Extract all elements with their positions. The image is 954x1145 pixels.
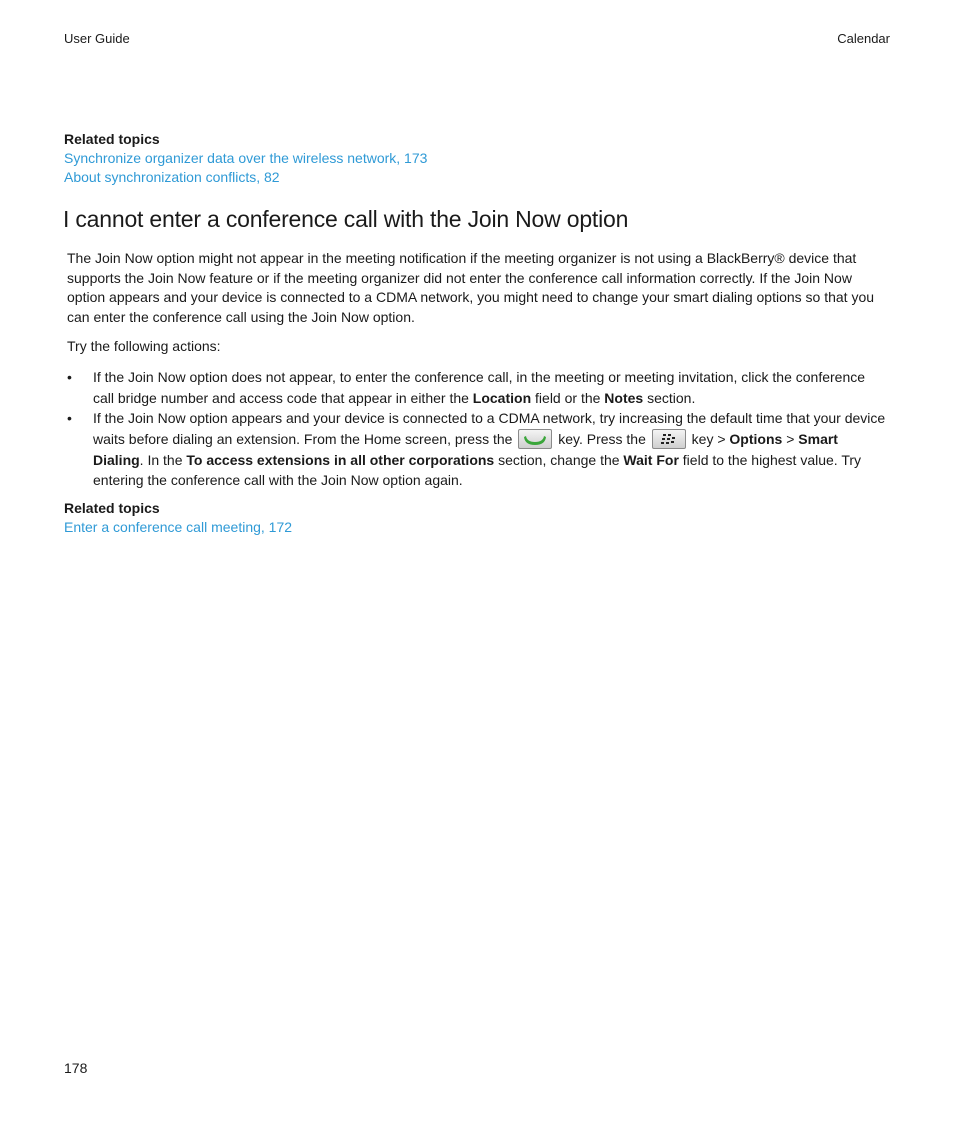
- bold-term-smart-dialing: Smart Dialing: [93, 430, 838, 468]
- related-topics-heading: Related topics: [64, 131, 160, 147]
- bullet-text: key >: [687, 430, 730, 447]
- bullet-marker: •: [67, 369, 72, 385]
- bullet-text: If the Join Now option appears and your device is connected to a CDMA network, try increasing the default time that your device waits before dialing an extension. From the Home screen, press the: [93, 410, 886, 447]
- bold-term-notes: Notes: [604, 389, 644, 406]
- actions-list: [67, 367, 889, 491]
- section-title: I cannot enter a conference call with the Join Now option: [63, 206, 629, 232]
- related-link-sync-conflicts[interactable]: About synchronization conflicts, 82: [64, 169, 280, 185]
- try-actions-label: Try the following actions:: [67, 338, 221, 354]
- bullet-marker: •: [67, 410, 72, 426]
- page-number: 178: [64, 1060, 88, 1076]
- bullet-text: >: [782, 430, 799, 447]
- related-topics-top: [64, 130, 427, 187]
- bullet-text: field to the highest value. Try entering the conference call with the Join Now option again.: [93, 451, 862, 489]
- header-guide-title: User Guide: [64, 31, 130, 46]
- bullet-text: . In the: [139, 451, 187, 468]
- bullet-text: If the Join Now option does not appear, to enter the conference call, in the meeting or meeting invitation, click the conference call bridge number and access code that appear in either the: [93, 369, 866, 406]
- related-link-enter-conference-call[interactable]: Enter a conference call meeting, 172: [64, 519, 293, 535]
- header-chapter-title: Calendar: [837, 31, 890, 46]
- list-item: [67, 367, 889, 408]
- bullet-text: section, change the: [494, 451, 624, 468]
- bullet-text: key. Press the: [554, 430, 650, 447]
- bold-term-extensions-section: To access extensions in all other corporations: [186, 451, 495, 468]
- related-topics-heading: Related topics: [64, 500, 160, 516]
- related-link-synchronize-organizer[interactable]: Synchronize organizer data over the wireless network, 173: [64, 150, 428, 166]
- bold-term-options: Options: [729, 430, 783, 447]
- related-topics-bottom: [64, 499, 292, 537]
- bold-term-wait-for: Wait For: [623, 451, 679, 468]
- bullet-text: section.: [643, 389, 696, 406]
- menu-key-icon: [652, 429, 686, 449]
- list-item: [67, 408, 889, 491]
- intro-paragraph: The Join Now option might not appear in the meeting notification if the meeting organizer is not using a BlackBerry® device that supports the Join Now feature or if the meeting organizer did not enter the conference call information correctly. If the Join Now option appears and your device is connected to a CDMA network, you might need to change your smart dialing options so that you can enter the conference call using the Join Now option.: [67, 250, 875, 325]
- bullet-text: field or the: [531, 389, 605, 406]
- send-key-icon: [518, 429, 552, 449]
- bold-term-location: Location: [472, 389, 532, 406]
